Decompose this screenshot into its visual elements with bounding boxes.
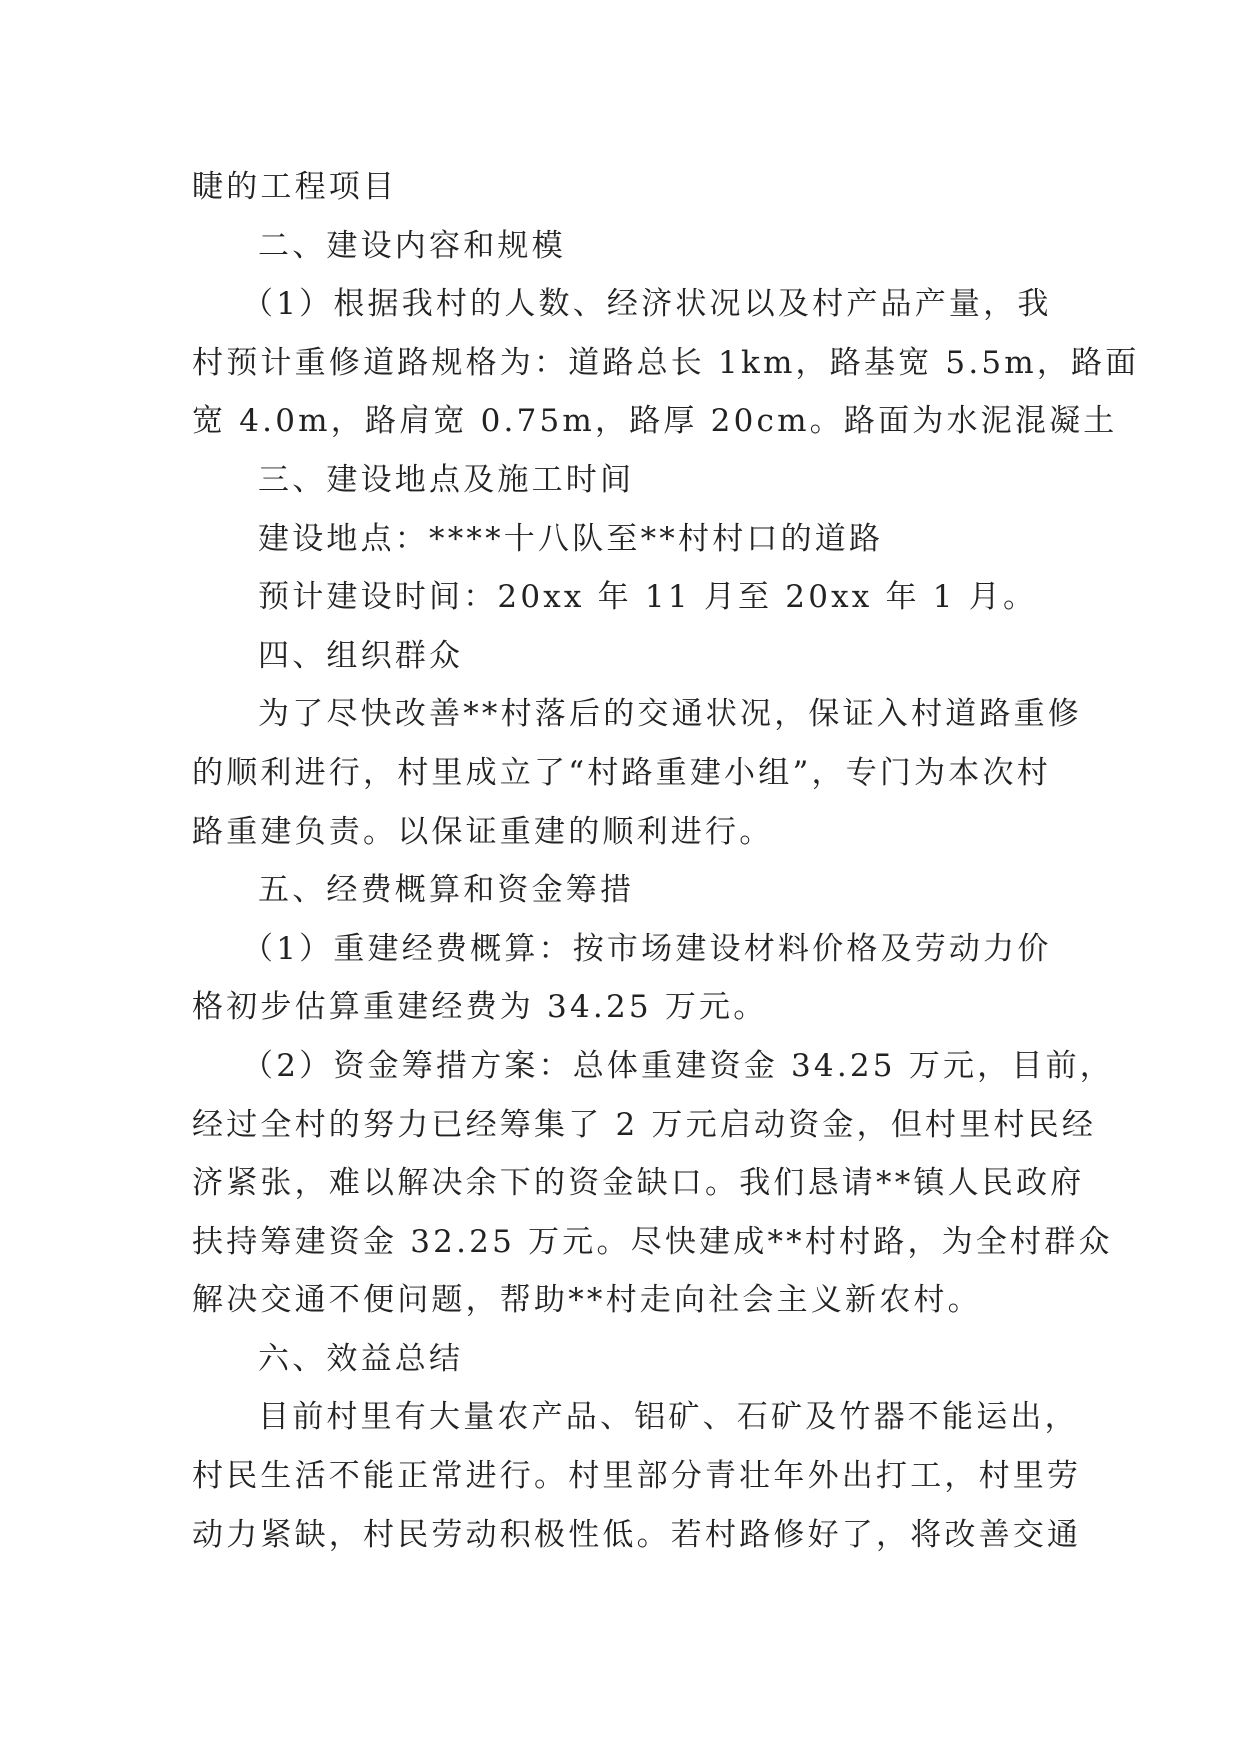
section-heading: 二、建设内容和规模 (258, 227, 566, 264)
text-line: 扶持筹建资金 32.25 万元。尽快建成**村村路，为全村群众 (192, 1223, 1113, 1260)
text-line: 路重建负责。以保证重建的顺利进行。 (192, 813, 774, 850)
section-heading: 五、经费概算和资金筹措 (258, 872, 635, 909)
text-line: 预计建设时间：20xx 年 11 月至 20xx 年 1 月。 (258, 579, 1038, 616)
text-line: 村预计重修道路规格为：道路总长 1km，路基宽 5.5m，路面 (192, 344, 1140, 381)
text-line: 建设地点：****十八队至**村村口的道路 (258, 520, 884, 557)
text-line: 目前村里有大量农产品、铝矿、石矿及竹器不能运出， (258, 1399, 1079, 1436)
text-line: 村民生活不能正常进行。村里部分青壮年外出打工，村里劳 (192, 1458, 1082, 1495)
text-line: 的顺利进行，村里成立了“村路重建小组”，专门为本次村 (192, 754, 1051, 791)
text-line: 解决交通不便问题，帮助**村走向社会主义新农村。 (192, 1282, 982, 1319)
section-heading: 六、效益总结 (258, 1340, 464, 1377)
text-line: 宽 4.0m，路肩宽 0.75m，路厚 20cm。路面为水泥混凝土 (192, 403, 1118, 440)
section-heading: 四、组织群众 (258, 637, 464, 674)
document-body (192, 158, 1140, 1564)
text-line: （1）根据我村的人数、经济状况以及村产品产量，我 (242, 286, 1052, 323)
text-line: 动力紧缺，村民劳动积极性低。若村路修好了，将改善交通 (192, 1516, 1082, 1553)
text-line: 济紧张，难以解决余下的资金缺口。我们恳请**镇人民政府 (192, 1165, 1085, 1202)
text-line: 经过全村的努力已经筹集了 2 万元启动资金，但村里村民经 (192, 1106, 1097, 1143)
text-line: 格初步估算重建经费为 34.25 万元。 (192, 989, 768, 1026)
text-line: （2）资金筹措方案：总体重建资金 34.25 万元，目前， (242, 1047, 1114, 1084)
section-heading: 三、建设地点及施工时间 (258, 461, 635, 498)
text-line: （1）重建经费概算：按市场建设材料价格及劳动力价 (242, 930, 1052, 967)
text-line: 睫的工程项目 (192, 169, 398, 205)
text-line: 为了尽快改善**村落后的交通状况，保证入村道路重修 (258, 696, 1082, 733)
